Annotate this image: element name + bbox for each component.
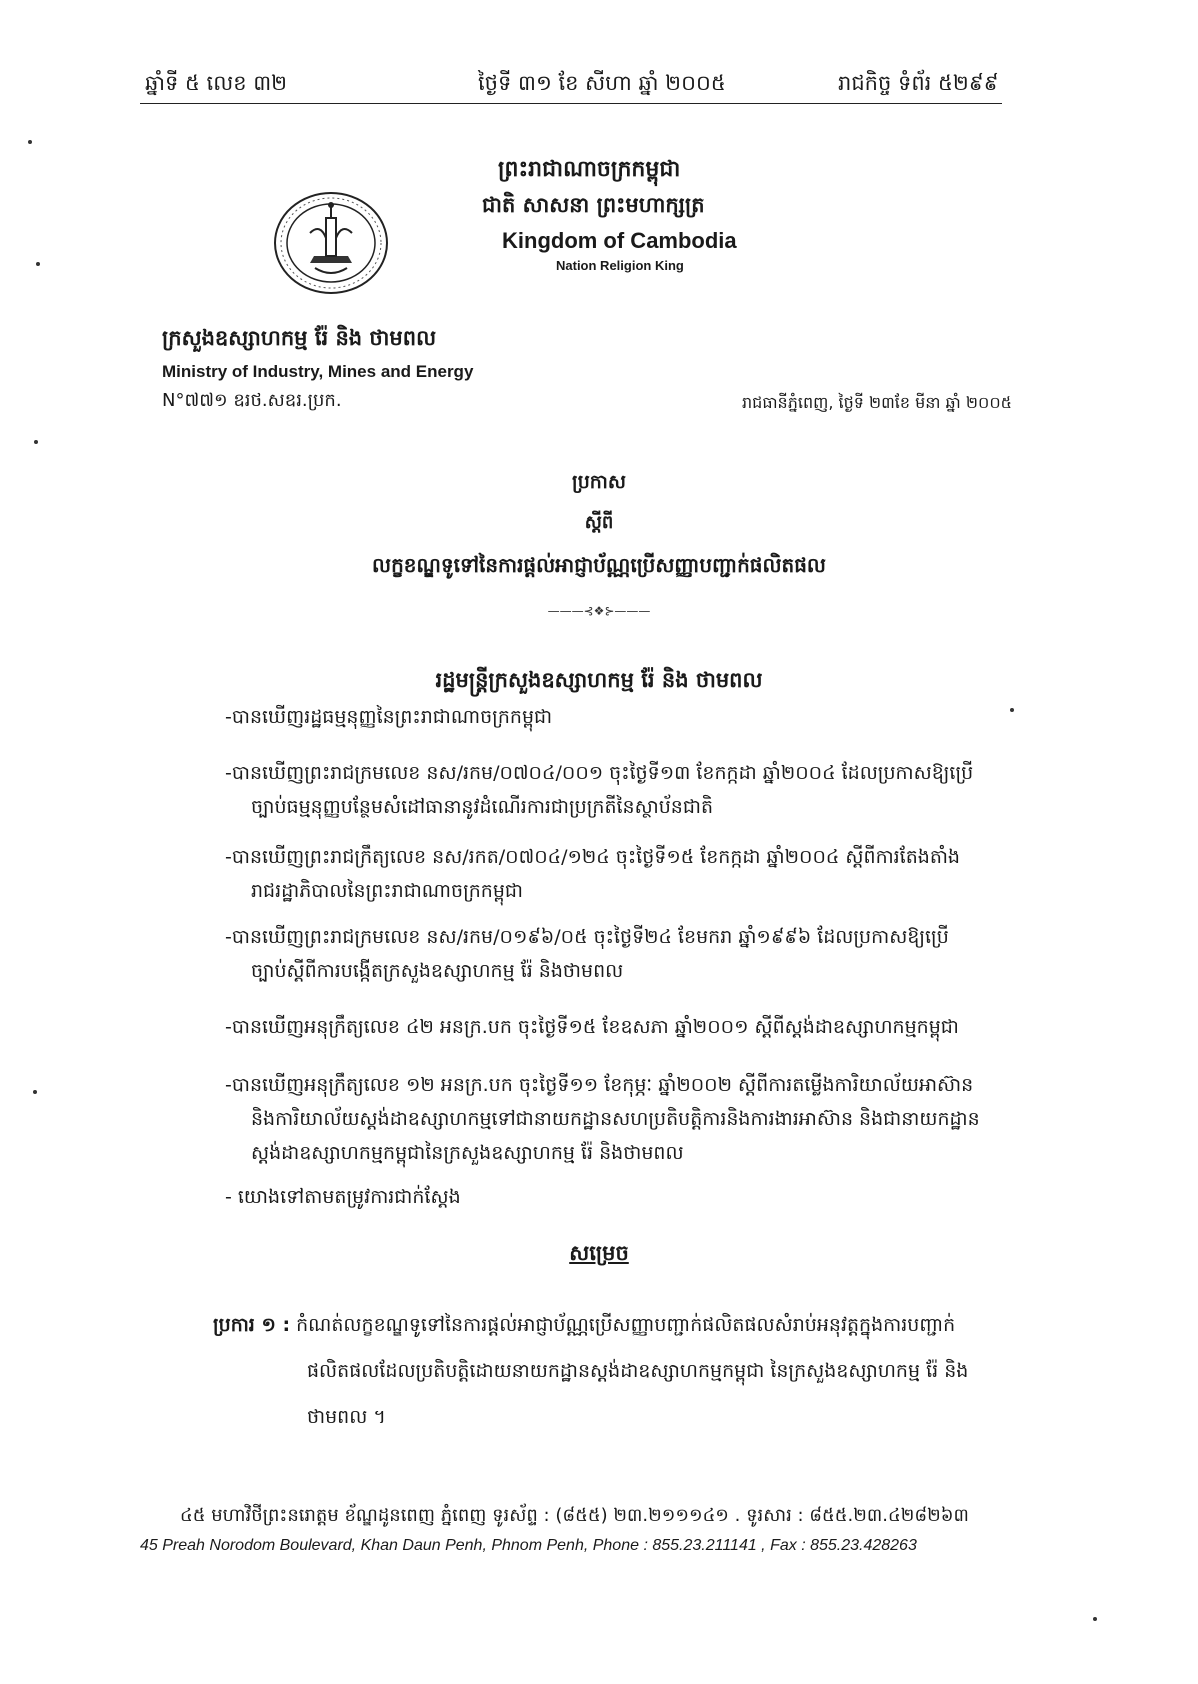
article-1-text: កំណត់លក្ខខណ្ឌទូទៅនៃការផ្តល់អាជ្ញាប័ណ្ណប្រើសញ្ញាបញ្ជាក់ផលិតផលសំរាប់អនុវត្តក្នុងការបញ្ជាក់	[296, 1314, 956, 1336]
issuer-title: រដ្ឋមន្ត្រីក្រសួងឧស្សាហកម្ម រ៉ែ និង ថាមពល	[435, 668, 763, 692]
decision-heading: សម្រេច	[569, 1241, 629, 1265]
consideration-item	[225, 1010, 1015, 1044]
article-1-label: ប្រការ ១ :	[213, 1314, 291, 1336]
consideration-item	[225, 756, 1015, 824]
kingdom-en-title: Kingdom of Cambodia	[502, 228, 737, 253]
consideration-text: -បានឃើញព្រះរាជក្រឹត្យលេខ នស/រកត/០៧០៤/១២៤ ចុះថ្ងៃទី១៥ ខែកក្កដា ឆ្នាំ២០០៤ ស្តីពីការតែងតាំង	[225, 846, 960, 868]
scan-speck	[28, 140, 32, 144]
consideration-text: -បានឃើញព្រះរាជក្រមលេខ នស/រកម/០១៩៦/០៥ ចុះថ្ងៃទី២៤ ខែមករា ឆ្នាំ១៩៩៦ ដែលប្រកាសឱ្យប្រើ	[225, 926, 949, 948]
kingdom-kh-title: ព្រះរាជាណាចក្រកម្ពុជា	[498, 157, 681, 182]
consideration-continuation: ច្បាប់ស្តីពីការបង្កើតក្រសួងឧស្សាហកម្ម រ៉ែ និងថាមពល	[251, 960, 624, 982]
article-1-continuation: ផលិតផលដែលប្រតិបត្តិដោយនាយកដ្ឋានស្តង់ដាឧស្សាហកម្មកម្ពុជា នៃក្រសួងឧស្សាហកម្ម រ៉ែ និង ថាមពល ។	[307, 1360, 969, 1428]
consideration-item	[225, 840, 1015, 908]
consideration-item	[225, 700, 1015, 734]
scan-speck	[1093, 1617, 1097, 1621]
ministry-en-name: Ministry of Industry, Mines and Energy	[162, 362, 474, 381]
header-rule	[140, 103, 1002, 104]
consideration-text: -បានឃើញអនុក្រឹត្យលេខ ៤២ អនក្រ.បក ចុះថ្ងៃទី១៥ ខែឧសភា ឆ្នាំ២០០១ ស្តីពីស្តង់ដាឧស្សាហកម្មកម្ពុជា	[225, 1016, 959, 1038]
footer-kh-address: ៤៥ មហាវិថីព្រះនរោត្តម ខ័ណ្ឌដូនពេញ ភ្នំពេញ ទូរស័ព្ទ : (៨៥៥) ២៣.២១១១៤១ . ទូរសារ : ៨៥៥.២៣.៤២៨២៦៣	[180, 1505, 969, 1526]
document-type: ប្រកាស	[572, 471, 626, 493]
title-divider: ———⊰❖⊱———	[547, 604, 651, 618]
scan-speck	[33, 1090, 37, 1094]
consideration-item	[225, 920, 1015, 988]
kingdom-en-motto: Nation Religion King	[556, 258, 684, 273]
reference-number: N°៧៧១ ឧរថ.សឧរ.ប្រក.	[162, 390, 342, 411]
gazette-date: ថ្ងៃទី ៣១ ខែ សីហា ឆ្នាំ ២០០៥	[478, 71, 726, 95]
consideration-text: -បានឃើញអនុក្រឹត្យលេខ ១២ អនក្រ.បក ចុះថ្ងៃទី១១ ខែកុម្ភៈ ឆ្នាំ២០០២ ស្តីពីការតម្លើងការិយាល័យអាស៊ាន	[225, 1074, 974, 1096]
consideration-text: -បានឃើញព្រះរាជក្រមលេខ នស/រកម/០៧០៤/០០១ ចុះថ្ងៃទី១៣ ខែកក្កដា ឆ្នាំ២០០៤ ដែលប្រកាសឱ្យប្រើ	[225, 762, 974, 784]
kingdom-kh-motto: ជាតិ សាសនា ព្រះមហាក្សត្រ	[482, 193, 705, 217]
consideration-item	[225, 1068, 1015, 1170]
consideration-text: - យោងទៅតាមតម្រូវការជាក់ស្តែង	[225, 1186, 461, 1208]
scan-speck	[36, 262, 40, 266]
gazette-page: រាជកិច្ច ទំព័រ ៥២៩៩	[838, 71, 999, 95]
scan-speck	[1010, 708, 1014, 712]
footer-en-address: 45 Preah Norodom Boulevard, Khan Daun Penh, Phnom Penh, Phone : 855.23.211141 , Fax : 855.23.428263	[140, 1537, 917, 1554]
gazette-issue: ឆ្នាំទី ៥ លេខ ៣២	[145, 71, 288, 95]
document-about: ស្តីពី	[584, 512, 614, 533]
consideration-continuation: ច្បាប់ធម្មនុញ្ញបន្ថែមសំដៅធានានូវដំណើរការជាប្រក្រតីនៃស្ថាប័នជាតិ	[251, 796, 714, 818]
consideration-text: -បានឃើញរដ្ឋធម្មនុញ្ញនៃព្រះរាជាណាចក្រកម្ពុជា	[225, 706, 553, 728]
consideration-continuation: រាជរដ្ឋាភិបាលនៃព្រះរាជាណាចក្រកម្ពុជា	[251, 880, 524, 902]
consideration-item	[225, 1180, 1015, 1214]
article-1	[213, 1302, 1013, 1440]
royal-seal-icon	[270, 188, 392, 298]
place-date: រាជធានីភ្នំពេញ, ថ្ងៃទី ២៣ខែ មីនា ឆ្នាំ ២០០៥	[742, 393, 1012, 412]
consideration-continuation: និងការិយាល័យស្តង់ដាឧស្សាហកម្មទៅជានាយកដ្ឋានសហប្រតិបត្តិការនិងការងារអាស៊ាន និងជានាយកដ្ឋាន ស្តង់ដាឧស្សាហកម្មកម្ពុជានៃក្រសួងឧស្សាហកម្ម រ៉ែ និងថាមពល	[251, 1108, 980, 1164]
scan-speck	[34, 440, 38, 444]
ministry-kh-name: ក្រសួងឧស្សាហកម្ម រ៉ែ និង ថាមពល	[162, 326, 437, 350]
document-subject: លក្ខខណ្ឌទូទៅនៃការផ្តល់អាជ្ញាប័ណ្ណប្រើសញ្ញាបញ្ជាក់ផលិតផល	[372, 553, 826, 577]
